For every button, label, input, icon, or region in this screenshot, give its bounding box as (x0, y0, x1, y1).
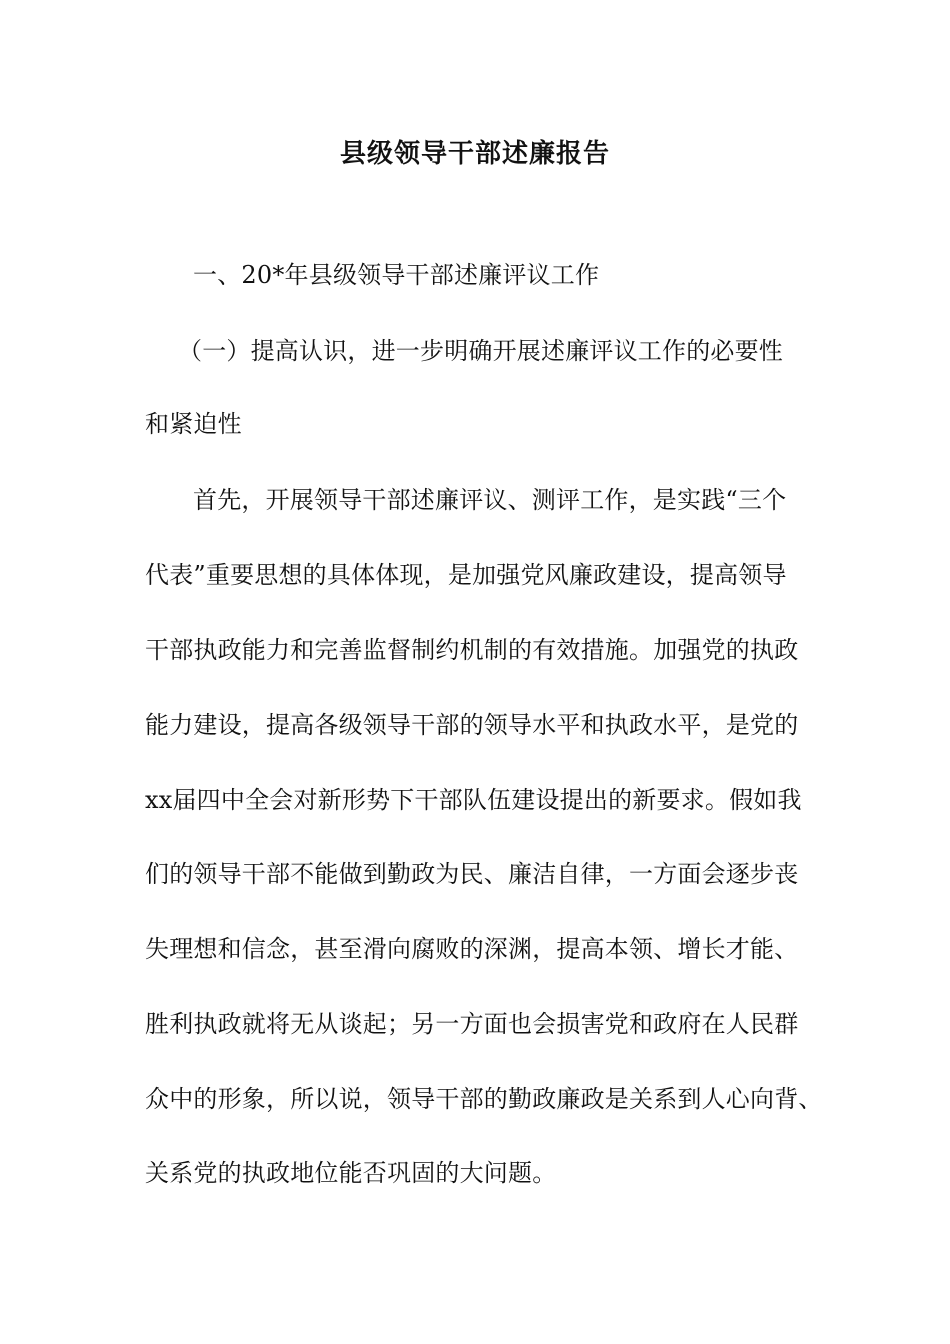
paragraph-line: 首先，开展领导干部述廉评议、测评工作，是实践“三个 (193, 486, 787, 514)
document-title: 县级领导干部述廉报告 (339, 139, 610, 169)
section-heading: 一、20*年县级领导干部述廉评议工作 (193, 261, 600, 289)
subheading-line-2: 和紧迫性 (145, 410, 242, 438)
paragraph-line: 干部执政能力和完善监督制约机制的有效措施。加强党的执政 (145, 636, 799, 664)
paragraph-line: 能力建设，提高各级领导干部的领导水平和执政水平，是党的 (145, 711, 799, 739)
subheading-line-1: （一）提高认识，进一步明确开展述廉评议工作的必要性 (178, 337, 783, 365)
paragraph-line: 关系党的执政地位能否巩固的大问题。 (145, 1159, 557, 1187)
paragraph-line: 众中的形象，所以说，领导干部的勤政廉政是关系到人心向背、 (145, 1085, 823, 1113)
paragraph-line: 失理想和信念，甚至滑向腐败的深渊，提高本领、增长才能、 (145, 935, 799, 963)
paragraph-line: xx届四中全会对新形势下干部队伍建设提出的新要求。假如我 (145, 786, 802, 814)
paragraph-line: 们的领导干部不能做到勤政为民、廉洁自律，一方面会逐步丧 (145, 860, 799, 888)
paragraph-line: 代表”重要思想的具体体现，是加强党风廉政建设，提高领导 (145, 561, 787, 589)
paragraph-line: 胜利执政就将无从谈起；另一方面也会损害党和政府在人民群 (145, 1010, 799, 1038)
